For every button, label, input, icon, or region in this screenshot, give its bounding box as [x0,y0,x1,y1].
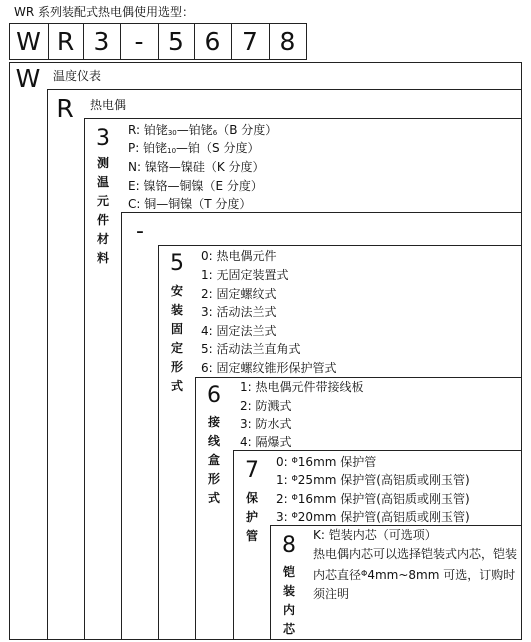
code-cell-6: 6 [204,27,221,56]
level5-vertical-label: 安装固定形式 [170,284,183,393]
phi-symbol: Φ [291,511,298,520]
level1-code: W [15,64,41,93]
level3-option: R: 铂铑30—铂铑6（B 分度） [128,123,278,137]
level3-vertical-label: 测温元件材料 [96,156,109,265]
level3-option: C: 铜—铜镍（T 分度） [128,197,252,211]
level5-option: 4: 固定法兰式 [201,324,277,338]
level6-option: 4: 隔爆式 [240,435,292,449]
separator-dash: - [136,219,144,244]
level6-option: 1: 热电偶元件带接线板 [240,380,364,394]
phi-symbol: Φ [361,569,368,578]
code-cell-7: 7 [242,27,258,56]
level3-option: P: 铂铑10—铂（S 分度） [128,141,260,155]
level8-option: K: 铠装内芯（可选项） [313,528,437,542]
level5-option: 1: 无固定装置式 [201,268,289,282]
level7-option: 0: $^\Phi$16mm 保护管 [276,455,377,469]
phi-symbol: Φ [291,456,298,465]
phi-symbol: Φ [291,474,298,483]
level8-note: 热电偶内芯可以选择铠装式内芯，铠装内芯直径$^\Phi$4mm~8mm 可选，订购时须注明 [313,547,518,601]
level5-option: 2: 固定螺纹式 [201,287,277,301]
level6-option: 2: 防溅式 [240,399,292,413]
code-cell-r: R [56,27,75,56]
level7-option: 3: $^\Phi$20mm 保护管(高铝质或刚玉管) [276,510,470,524]
code-cell-5: 5 [168,27,184,56]
level3-option: N: 镍铬—镍硅（K 分度） [128,160,265,174]
page-title: WR 系列装配式热电偶使用选型： [14,5,195,19]
level7-option: 1: $^\Phi$25mm 保护管(高铝质或刚玉管) [276,473,470,487]
level8-code: 8 [282,533,296,558]
level8-vertical-label: 铠装内芯 [282,565,295,636]
level5-option: 5: 活动法兰直角式 [201,342,301,356]
level1-label: 温度仪表 [53,69,102,83]
level5-option: 6: 固定螺纹锥形保护管式 [201,361,337,375]
level5-code: 5 [170,251,184,276]
phi-symbol: Φ [291,493,298,502]
level6-option: 3: 防水式 [240,417,292,431]
level6-code: 6 [207,383,221,408]
level6-vertical-label: 接线盒形式 [207,415,220,505]
level7-vertical-label: 保护管 [245,491,258,543]
level2-label: 热电偶 [90,98,127,112]
level5-option: 3: 活动法兰式 [201,305,277,319]
level3-code: 3 [96,126,110,151]
level5-option: 0: 热电偶元件 [201,249,277,263]
code-cell-8: 8 [279,27,296,56]
code-cell-w: W [16,27,41,56]
code-cell-3: 3 [93,27,110,56]
code-cell-dash: - [134,27,144,56]
level3-option: E: 镍铬—铜镍（E 分度） [128,179,263,193]
level7-code: 7 [245,458,259,483]
level7-option: 2: $^\Phi$16mm 保护管(高铝质或刚玉管) [276,492,470,506]
level2-code: R [56,94,74,123]
